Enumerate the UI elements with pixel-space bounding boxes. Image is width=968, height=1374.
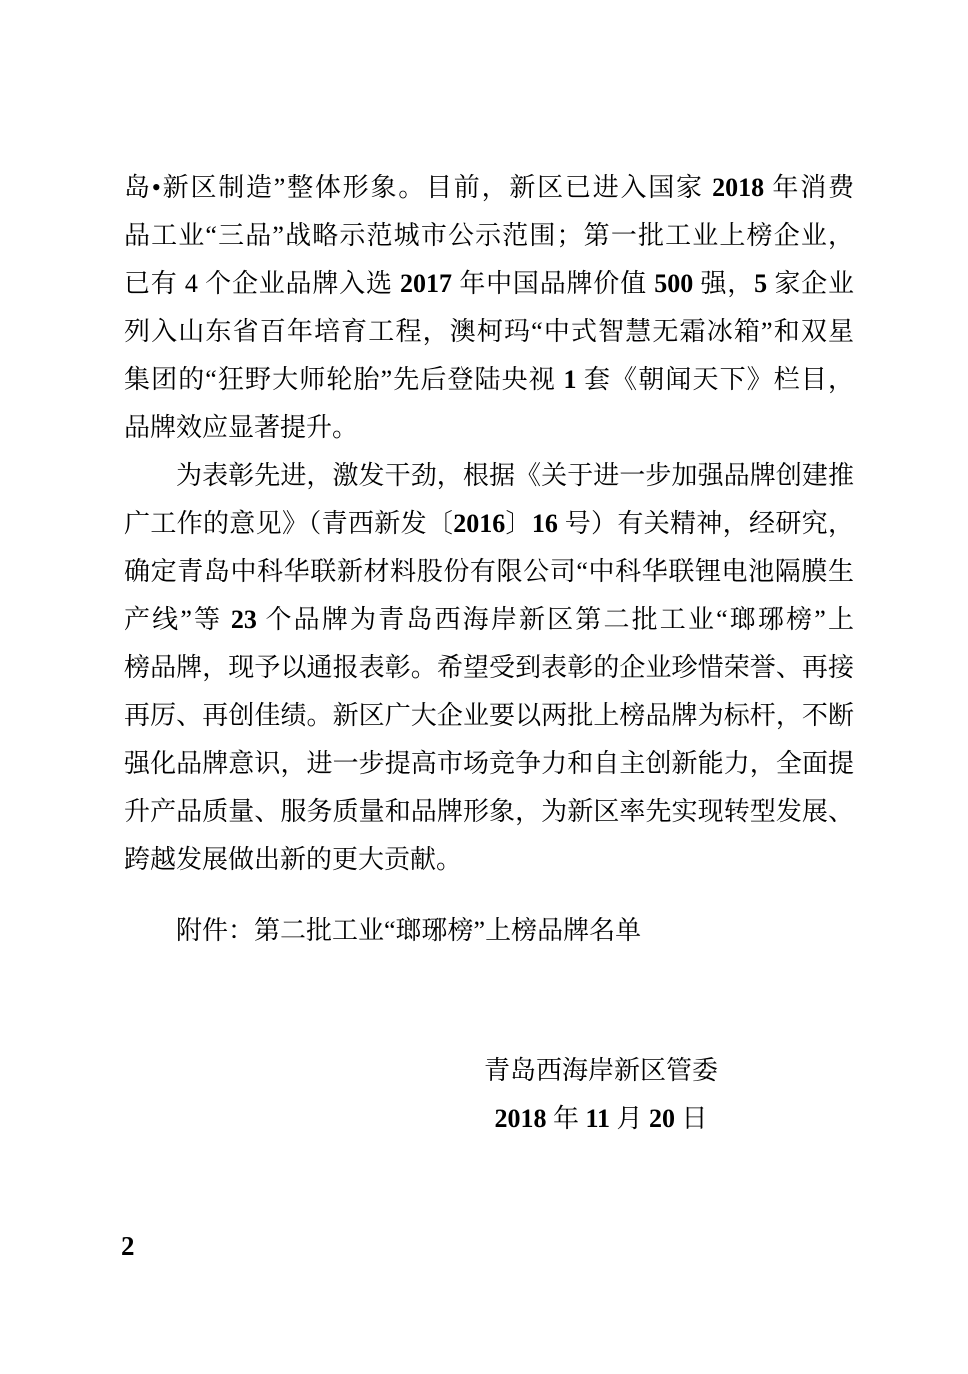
signer-name: 青岛西海岸新区管委	[483, 1056, 718, 1085]
body-line: 再厉、再创佳绩。新区广大企业要以两批上榜品牌为标杆，不断	[124, 701, 854, 730]
document-body	[124, 164, 854, 884]
page-number: 2	[121, 1231, 135, 1261]
body-line: 确定青岛中科华联新材料股份有限公司“中科华联锂电池隔膜生	[124, 557, 854, 586]
body-line: 产线”等 23 个品牌为青岛西海岸新区第二批工业“瑯琊榜”上	[124, 605, 854, 634]
body-line: 跨越发展做出新的更大贡献。	[124, 845, 463, 874]
body-line: 榜品牌，现予以通报表彰。希望受到表彰的企业珍惜荣誉、再接	[124, 653, 854, 682]
body-line: 品牌效应显著提升。	[124, 413, 359, 442]
body-line: 为表彰先进，激发干劲，根据《关于进一步加强品牌创建推	[176, 461, 854, 490]
attachment-note: 附件：第二批工业“瑯琊榜”上榜品牌名单	[176, 916, 642, 945]
body-line: 岛•新区制造”整体形象。目前，新区已进入国家 2018 年消费	[124, 173, 854, 202]
body-line: 强化品牌意识，进一步提高市场竞争力和自主创新能力，全面提	[124, 749, 854, 778]
issue-date: 2018 年 11 月 20 日	[494, 1104, 708, 1133]
body-line: 品工业“三品”战略示范城市公示范围；第一批工业上榜企业，	[124, 221, 854, 250]
closing-block	[483, 1047, 719, 1143]
body-line: 集团的“狂野大师轮胎”先后登陆央视 1 套《朝闻天下》栏目，	[124, 365, 854, 394]
body-line: 广工作的意见》（青西新发〔2016〕16 号）有关精神，经研究，	[124, 509, 854, 538]
body-line: 已有 4 个企业品牌入选 2017 年中国品牌价值 500 强，5 家企业	[124, 269, 854, 298]
body-line: 列入山东省百年培育工程，澳柯玛“中式智慧无霜冰箱”和双星	[124, 317, 854, 346]
body-line: 升产品质量、服务质量和品牌形象，为新区率先实现转型发展、	[124, 797, 854, 826]
